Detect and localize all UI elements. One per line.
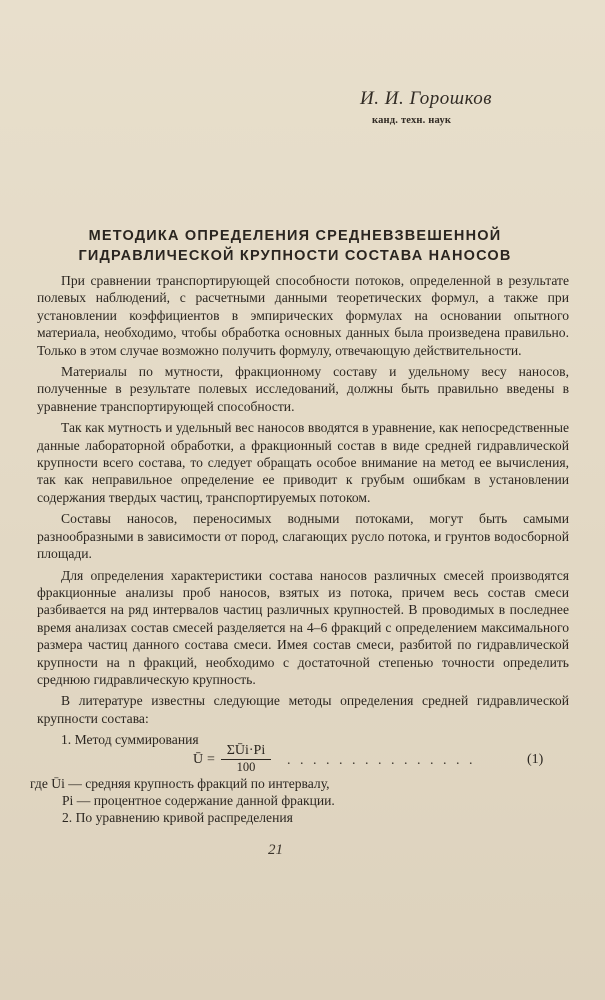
formula-numerator: ΣŪi·Pi — [221, 743, 271, 760]
formula-legend — [30, 775, 335, 826]
legend-line-1: где Ūi — средняя крупность фракций по интервалу, — [30, 776, 330, 791]
formula-number: (1) — [527, 752, 544, 767]
paragraph: Материалы по мутности, фракционному составу и удельному весу наносов, полученные в результате полевых исследований, должны быть правильно введены в уравнение транспортирующей способности. — [37, 364, 569, 414]
author-name: И. И. Горошков — [360, 88, 493, 109]
author-degree: канд. техн. наук — [372, 115, 452, 126]
paragraph: Для определения характеристики состава наносов различных смесей производятся фракционные анализы проб наносов, взятых из потока, причем весь состав смеси разбивается на ряд интервалов частиц различных крупностей. В проводимых в последнее время анализах состав смесей разделяется на 4–6 фракций с определением максимального размера частиц данного состава смеси. Имея состав смеси, разбитой по гидравлической крупности на n фракций, необходимо с достаточной степенью точности определить среднюю гидравлическую крупность. — [37, 567, 569, 687]
formula-lhs: Ū — [193, 752, 204, 767]
legend-line-2: Pi — процентное содержание данной фракции. — [62, 793, 335, 808]
article-title-line2: ГИДРАВЛИЧЕСКОЙ КРУПНОСТИ СОСТАВА НАНОСОВ — [78, 248, 512, 264]
formula-1 — [37, 744, 569, 774]
page-number: 21 — [268, 842, 283, 858]
method-2-heading: 2. По уравнению кривой распределения — [62, 810, 293, 825]
paragraph: При сравнении транспортирующей способности потоков, определенной в результате полевых наблюдений, с расчетными данными теоретических формул, а также при установлении коэффициентов в эмпирических формулах на основании опытного материала, необходимо, чтобы обработка основных данных была произведена правильно. Только в этом случае возможно получить формулу, отвечающую действительности. — [37, 273, 569, 358]
paragraph: Составы наносов, переносимых водными потоками, могут быть самыми разнообразными в зависимости от пород, слагающих русло потока, и грунтов водосборной площади. — [37, 511, 569, 562]
article-body — [37, 272, 569, 749]
method-1-heading: 1. Метод суммирования — [61, 732, 199, 748]
formula-leader-dots: . . . . . . . . . . . . . . . — [287, 753, 476, 768]
formula-denominator: 100 — [236, 760, 256, 774]
paragraph: Так как мутность и удельный вес наносов вводятся в уравнение, как непосредственные данные лабораторной обработки, а фракционный состав в виде средней гидравлической крупности всего состава, то следует обращать особое внимание на метод ее вычисления, так как неправильное определение ее приводит к грубым ошибкам в установлении содержания твердых частиц, транспортируемых потоком. — [37, 420, 569, 505]
paragraph: В литературе известны следующие методы определения средней гидравлической крупности состава: — [37, 693, 569, 726]
article-title-line1: МЕТОДИКА ОПРЕДЕЛЕНИЯ СРЕДНЕВЗВЕШЕННОЙ — [88, 228, 502, 244]
formula-equals: = — [207, 752, 215, 767]
